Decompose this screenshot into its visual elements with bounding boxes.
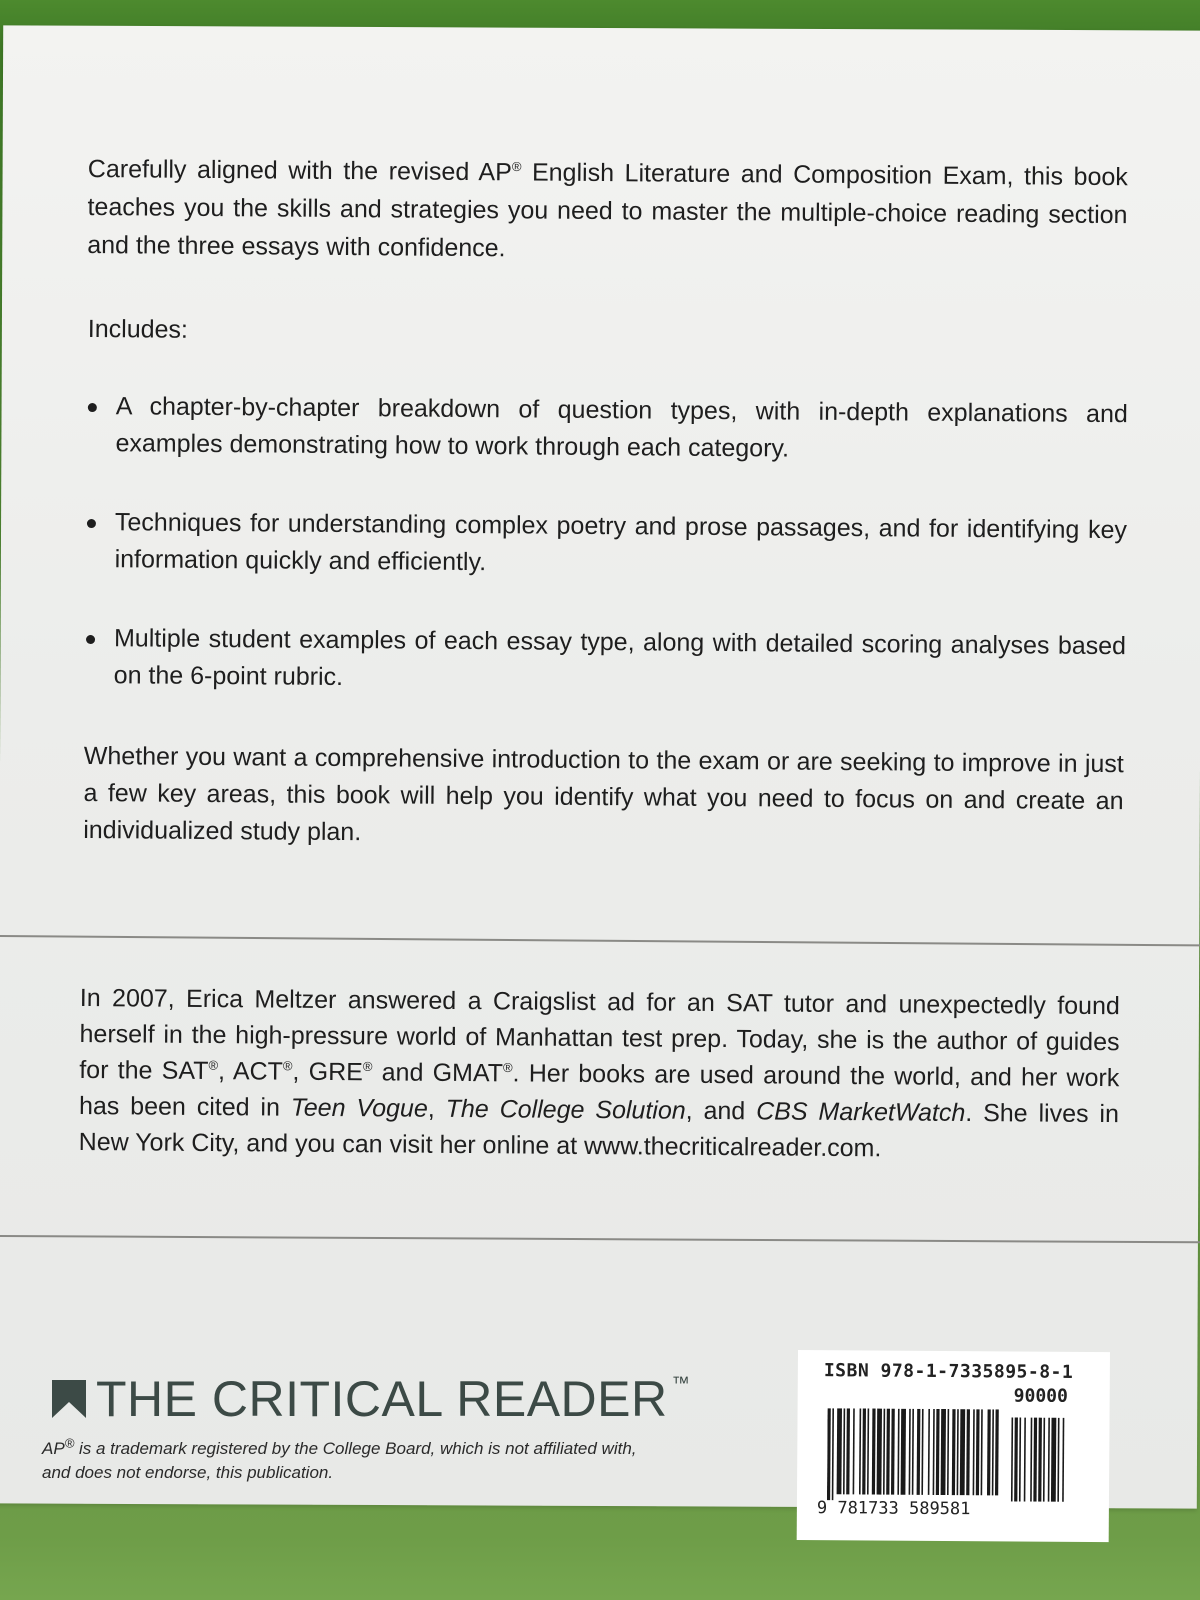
addon-barcode-bar bbox=[1024, 1418, 1026, 1502]
addon-barcode-bar bbox=[1051, 1418, 1056, 1502]
barcode-bar bbox=[909, 1409, 911, 1495]
barcode-bar bbox=[995, 1409, 999, 1495]
registered-mark: ® bbox=[64, 1435, 75, 1451]
logo-mark-icon bbox=[52, 1380, 86, 1418]
trademark-symbol: ™ bbox=[671, 1372, 691, 1393]
barcode-bar bbox=[837, 1408, 842, 1494]
barcode-bar bbox=[957, 1409, 959, 1495]
trademark-disclaimer bbox=[42, 1437, 662, 1485]
registered-mark: ® bbox=[503, 1059, 513, 1076]
barcode-bar bbox=[933, 1409, 935, 1495]
addon-barcode-bar bbox=[1019, 1418, 1021, 1502]
registered-mark: ® bbox=[208, 1057, 219, 1073]
barcode-bar bbox=[936, 1409, 940, 1495]
ean-digits: 9 781733 589581 bbox=[816, 1498, 971, 1520]
publication-college-solution: The College Solution bbox=[445, 1094, 686, 1125]
barcode-bar bbox=[973, 1409, 975, 1495]
barcode-bar bbox=[897, 1409, 899, 1495]
isbn-number: ISBN 978-1-7335895-8-1 bbox=[823, 1360, 1074, 1383]
addon-barcode-bar bbox=[1043, 1418, 1045, 1502]
bullet-icon bbox=[86, 635, 95, 644]
barcode-bar bbox=[891, 1409, 895, 1495]
author-bio bbox=[79, 980, 1120, 1168]
barcode-bar bbox=[947, 1409, 949, 1495]
includes-label: Includes: bbox=[87, 314, 189, 344]
barcode-bar bbox=[912, 1409, 914, 1495]
bio-text-3: , GRE bbox=[292, 1057, 363, 1087]
barcode-bar bbox=[976, 1409, 980, 1495]
publisher-logo bbox=[52, 1370, 690, 1428]
barcode-bar bbox=[827, 1408, 831, 1500]
bullet-text: A chapter-by-chapter breakdown of question types, with in-depth explanations and examples demonstrating how to work through each category. bbox=[115, 392, 1128, 463]
barcode-bar bbox=[877, 1409, 882, 1495]
barcode-bar bbox=[843, 1408, 845, 1494]
intro-text-a: Carefully aligned with the revised AP bbox=[87, 154, 512, 187]
barcode-bar bbox=[862, 1408, 866, 1494]
list-item bbox=[87, 388, 1128, 470]
barcode-bar bbox=[966, 1409, 970, 1495]
publication-cbs-marketwatch: CBS MarketWatch bbox=[756, 1097, 966, 1127]
barcode-icon bbox=[827, 1408, 1083, 1502]
barcode-bar bbox=[859, 1408, 861, 1494]
isbn-barcode-label bbox=[797, 1350, 1110, 1542]
addon-barcode-bar bbox=[1048, 1418, 1050, 1502]
addon-barcode-bar bbox=[1062, 1418, 1064, 1502]
publication-teen-vogue: Teen Vogue bbox=[290, 1093, 428, 1123]
barcode-bar bbox=[846, 1408, 850, 1494]
intro-text-b: English Literature and Composition Exam, this book teaches you the skills and strategies you need to master the multiple-choice reading section and the three essays with confidence. bbox=[87, 158, 1128, 263]
barcode-bar bbox=[981, 1409, 983, 1495]
list-item bbox=[87, 504, 1128, 586]
disclaimer-text: is a trademark registered by the College Board, which is not affiliated with, and does not endorse, this publication. bbox=[42, 1439, 637, 1482]
bullet-icon bbox=[87, 519, 96, 528]
bio-text-6: . She lives in New York City, and you can visit her online at www.thecriticalreader.com. bbox=[78, 1098, 1120, 1163]
barcode-bar bbox=[952, 1409, 956, 1495]
bio-text-4: and GMAT bbox=[372, 1058, 504, 1088]
list-item bbox=[86, 620, 1127, 702]
barcode-bar bbox=[901, 1409, 906, 1495]
barcode-bar bbox=[987, 1409, 991, 1495]
registered-mark: ® bbox=[362, 1058, 373, 1074]
includes-list bbox=[85, 388, 1128, 744]
divider-bottom bbox=[0, 1235, 1200, 1243]
bio-text-1: In 2007, Erica Meltzer answered a Craigslist ad for an SAT tutor and unexpectedly found herself in the high-pressure world of Manhattan test prep. Today, she is the author of guides for the SAT bbox=[79, 983, 1120, 1086]
addon-barcode-bar bbox=[1030, 1418, 1032, 1502]
closing-paragraph: Whether you want a comprehensive introduction to the exam or are seeking to improve in just a few key areas, this book will help you identify what you need to focus on and create an individualized study plan. bbox=[83, 741, 1124, 847]
disclaimer-prefix: AP bbox=[42, 1439, 65, 1458]
barcode-bar bbox=[917, 1409, 921, 1495]
registered-mark: ® bbox=[511, 159, 522, 175]
barcode-bar bbox=[928, 1409, 930, 1495]
barcode-bar bbox=[883, 1409, 885, 1495]
bullet-text: Techniques for understanding complex poetry and prose passages, and for identifying key information quickly and efficiently. bbox=[114, 508, 1128, 577]
bullet-icon bbox=[88, 403, 97, 412]
bio-separator: , bbox=[427, 1094, 446, 1123]
barcode-bar bbox=[867, 1408, 869, 1494]
bio-text-5: . Her books are used around the world, and her work has been cited in bbox=[78, 1059, 1120, 1122]
addon-barcode-bar bbox=[1057, 1418, 1059, 1502]
barcode-bar bbox=[941, 1409, 946, 1495]
barcode-bar bbox=[832, 1408, 834, 1500]
barcode-bar bbox=[960, 1409, 965, 1495]
registered-mark: ® bbox=[282, 1058, 293, 1074]
addon-barcode-bar bbox=[1033, 1418, 1037, 1502]
barcode-bar bbox=[921, 1409, 923, 1495]
bio-separator: , and bbox=[685, 1096, 757, 1126]
addon-barcode-bar bbox=[1038, 1418, 1042, 1502]
divider-top bbox=[0, 935, 1200, 946]
addon-barcode-bar bbox=[1014, 1418, 1018, 1502]
barcode-bar bbox=[872, 1409, 876, 1495]
logo-text: THE CRITICAL READER bbox=[96, 1371, 668, 1427]
barcode-bar bbox=[853, 1408, 855, 1494]
bullet-text: Multiple student examples of each essay type, along with detailed scoring analyses based on the 6-point rubric. bbox=[113, 624, 1127, 692]
barcode-bar bbox=[886, 1409, 890, 1495]
barcode-bar bbox=[992, 1409, 994, 1495]
addon-barcode-bar bbox=[1011, 1417, 1013, 1501]
intro-paragraph bbox=[87, 150, 1128, 272]
bio-text-2: , ACT bbox=[217, 1057, 284, 1086]
price-code: 90000 bbox=[1013, 1385, 1068, 1407]
